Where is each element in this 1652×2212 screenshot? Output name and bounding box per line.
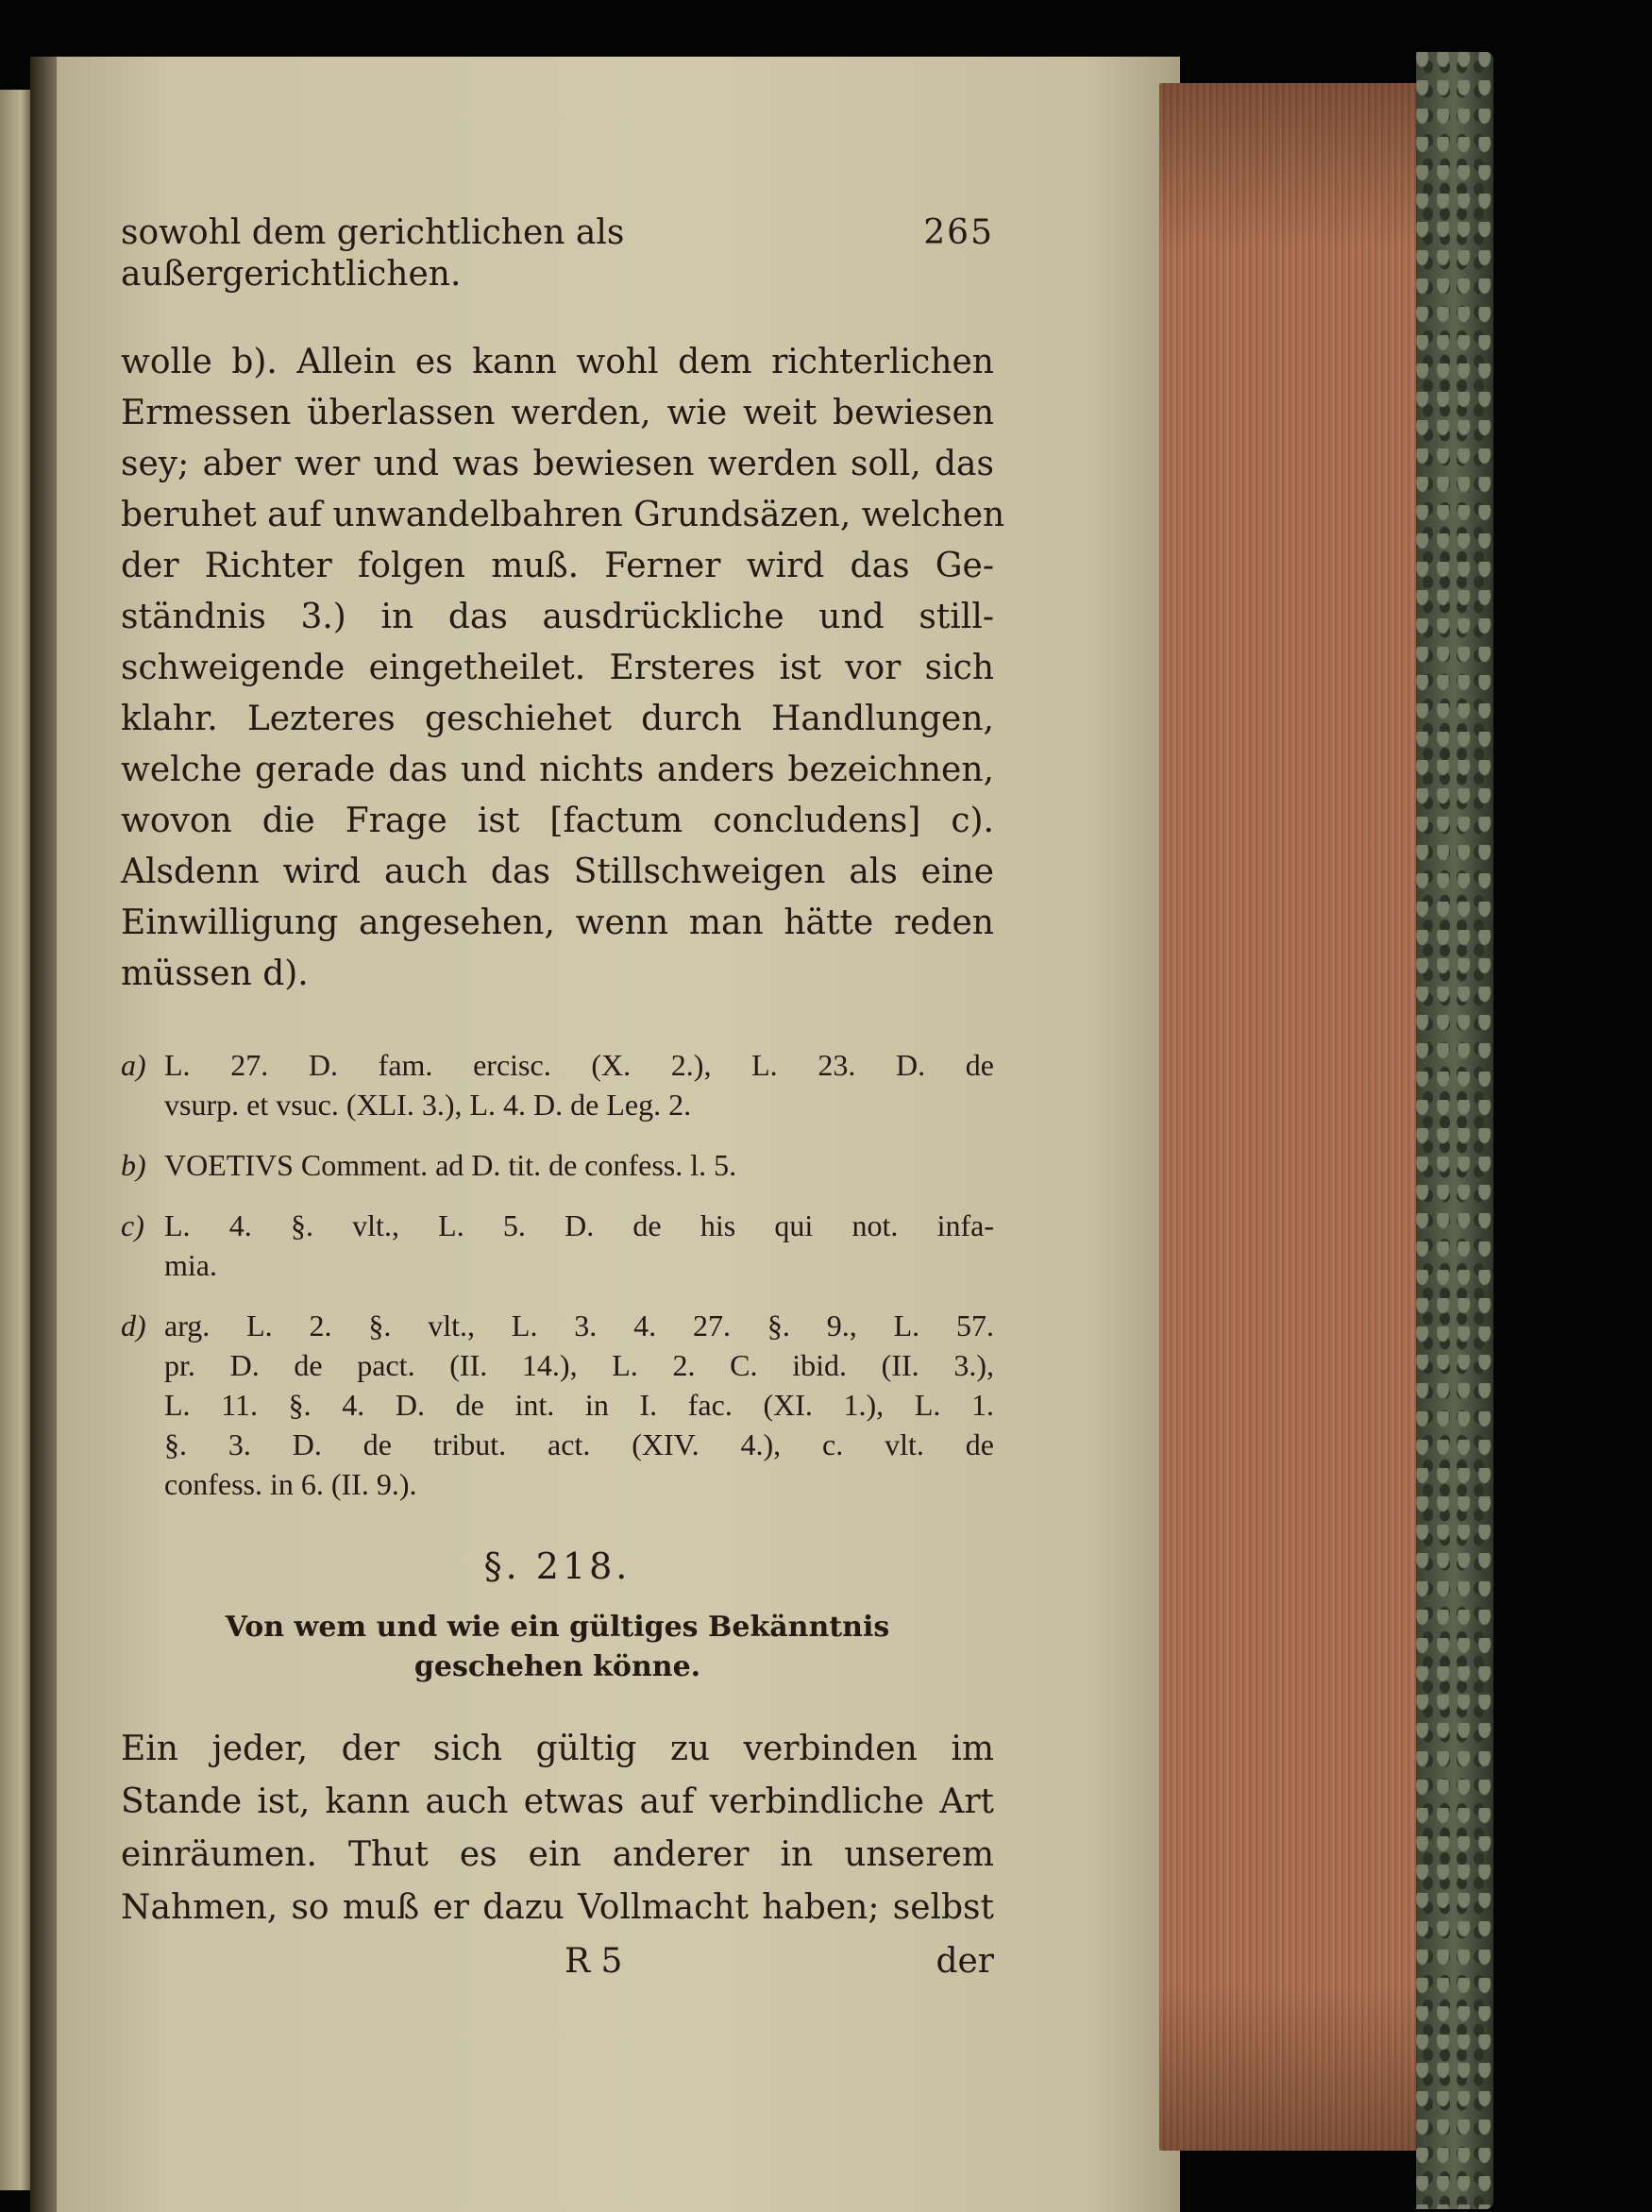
footnote-mark: a) xyxy=(121,1048,146,1082)
running-head-title: sowohl dem gerichtlichen als außergerichtlichen. xyxy=(121,213,625,294)
text-line: sey; aber wer und was bewiesen werden soll, das xyxy=(121,445,994,483)
text-block xyxy=(121,212,1005,1981)
previous-page-edge xyxy=(0,90,30,2190)
footnote-line: VOETIVS Comment. ad D. tit. de confess. l. 5. xyxy=(164,1148,737,1182)
text-line: wovon die Frage ist [factum concludens] c). xyxy=(121,802,994,840)
section-number: §. 218. xyxy=(483,1545,632,1587)
footnote-line: L. 11. §. 4. D. de int. in I. fac. (XI. 1.), L. 1. xyxy=(164,1388,994,1422)
footnote-line: vsurp. et vsuc. (XLI. 3.), L. 4. D. de Leg. 2. xyxy=(164,1088,692,1122)
footnote-text xyxy=(164,1206,994,1285)
footnote-line: L. 4. §. vlt., L. 5. D. de his qui not. infa- xyxy=(164,1208,994,1242)
footnote-a xyxy=(121,1045,994,1124)
running-head xyxy=(121,212,994,295)
footnote-text xyxy=(164,1045,994,1124)
text-line: beruhet auf unwandelbahren Grundsäzen, welchen xyxy=(121,496,1005,534)
paragraph-2 xyxy=(121,1723,994,1934)
text-line: ständnis 3.) in das ausdrückliche und still- xyxy=(121,598,994,636)
footnote-mark: b) xyxy=(121,1148,146,1182)
section-title xyxy=(121,1608,994,1687)
section-title-line: Von wem und wie ein gültiges Bekänntnis xyxy=(225,1611,890,1644)
footnotes xyxy=(121,1045,994,1504)
section-title-line: geschehen könne. xyxy=(413,1650,701,1683)
text-line: welche gerade das und nichts anders bezeichnen, xyxy=(121,751,994,789)
text-line: der Richter folgen muß. Ferner wird das Ge- xyxy=(121,547,994,585)
footnote-mark: c) xyxy=(121,1208,144,1242)
page-number: 265 xyxy=(923,213,994,252)
fore-edge-page-stack xyxy=(1159,83,1444,2151)
text-line: müssen d). xyxy=(121,954,309,993)
footnote-line: arg. L. 2. §. vlt., L. 3. 4. 27. §. 9., L. 57. xyxy=(164,1309,994,1342)
text-line: Alsdenn wird auch das Stillschweigen als eine xyxy=(121,853,994,891)
text-line: Ein jeder, der sich gültig zu verbinden im xyxy=(121,1730,994,1768)
text-line: Einwilligung angesehen, wenn man hätte reden xyxy=(121,903,994,942)
catchword: der xyxy=(936,1942,994,1981)
text-line: schweigende eingetheilet. Ersteres ist vor sich xyxy=(121,649,994,687)
footnote-c xyxy=(121,1206,994,1285)
text-line: klahr. Lezteres geschiehet durch Handlungen, xyxy=(121,700,994,738)
footnote-line: §. 3. D. de tribut. act. (XIV. 4.), c. vlt. de xyxy=(164,1427,994,1461)
paragraph-1 xyxy=(121,337,1005,1000)
text-line: Stande ist, kann auch etwas auf verbindliche Art xyxy=(121,1782,994,1821)
footnote-line: L. 27. D. fam. ercisc. (X. 2.), L. 23. D. de xyxy=(164,1048,994,1082)
footnote-line: confess. in 6. (II. 9.). xyxy=(164,1467,417,1501)
text-line: wolle b). Allein es kann wohl dem richterlichen xyxy=(121,343,994,381)
footnote-text xyxy=(164,1306,994,1504)
text-line: Nahmen, so muß er dazu Vollmacht haben; selbst xyxy=(121,1888,994,1927)
marbled-cover xyxy=(1416,52,1493,2209)
page-footer xyxy=(121,1942,994,1981)
text-line: einräumen. Thut es ein anderer in unserem xyxy=(121,1835,994,1874)
footnote-line: mia. xyxy=(164,1248,217,1282)
footnote-b xyxy=(121,1145,994,1185)
footnote-text xyxy=(164,1145,994,1185)
signature-mark: R 5 xyxy=(565,1942,623,1981)
footnote-line: pr. D. de pact. (II. 14.), L. 2. C. ibid. (II. 3.), xyxy=(164,1348,994,1382)
text-line: Ermessen überlassen werden, wie weit bewiesen xyxy=(121,394,994,432)
footnote-d xyxy=(121,1306,994,1504)
footnote-mark: d) xyxy=(121,1309,146,1342)
